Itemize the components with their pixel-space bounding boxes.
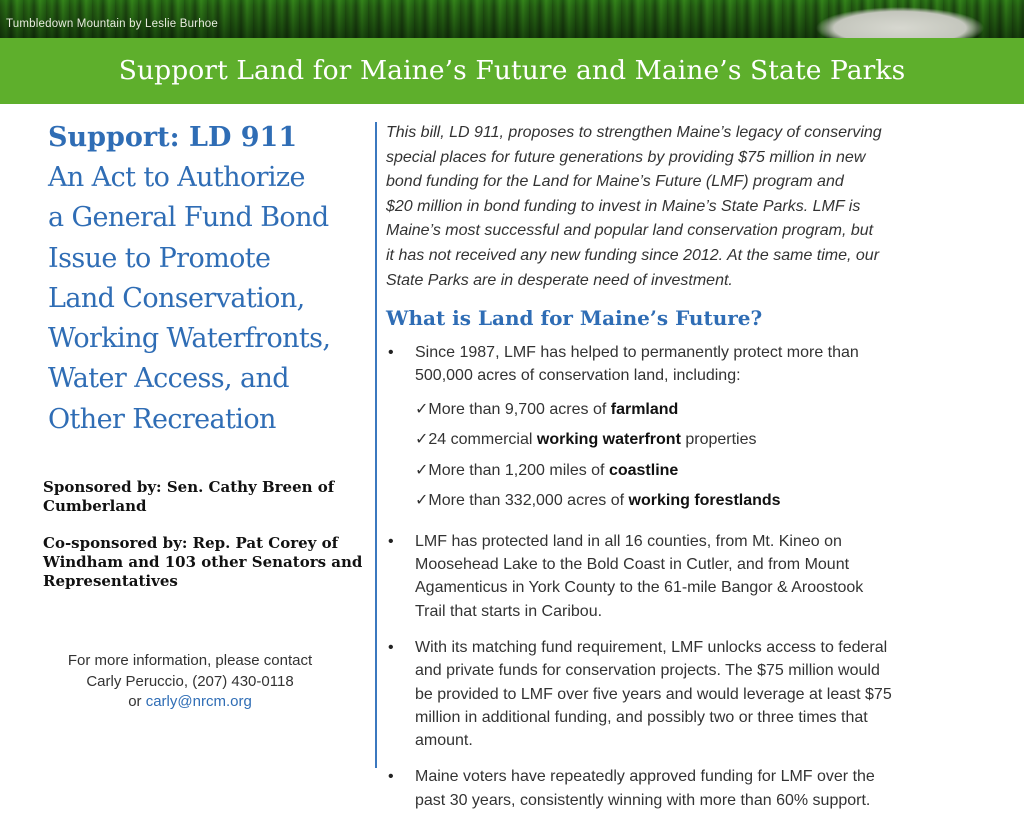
intro-line: State Parks are in desperate need of investment. [386,271,733,289]
check-text: More than 332,000 acres of [428,492,629,510]
contact-info [40,651,340,713]
act-title-line: Working Waterfronts, [48,323,331,355]
check-item [415,486,992,517]
contact-line: Carly Peruccio, (207) 430-0118 [86,672,294,690]
check-text: properties [680,431,757,449]
section-heading: What is Land for Maine’s Future? [386,306,763,331]
bullet-line: million in additional funding, and possibly two or three times that [415,708,868,726]
bullet-line: past 30 years, consistently winning with more than 60% support. [415,791,871,809]
bullet-line: • LMF has protected land in all 16 counties, from Mt. Kineo on [415,532,842,550]
act-title [48,158,370,440]
act-title-line: An Act to Authorize [48,162,305,193]
act-title-line: Land Conservation, [48,282,305,314]
page-title: Support Land for Maine’s Future and Maine’s State Parks [118,54,906,86]
check-item [415,425,992,456]
intro-line: Maine’s most successful and popular land conservation program, but [386,222,874,240]
act-title-line: Other Recreation [48,403,276,435]
bullet-line: Moosehead Lake to the Bold Coast in Cutler, and from Mount [415,556,850,574]
intro-line: bond funding for the Land for Maine’s Future (LMF) program and [386,173,844,191]
sponsored-by-text: Sen. Cathy Breen of Cumberland [43,478,335,515]
contact-line: For more information, please contact [67,652,313,669]
check-item [415,456,992,487]
act-title-line: Issue to Promote [48,242,271,274]
check-text: More than 1,200 miles of [428,461,609,479]
support-heading: Support: LD 911 [48,122,298,153]
cosponsored-by-text: Rep. Pat Corey of Windham and 103 other Senators and Representatives [43,534,363,590]
title-banner [0,38,1024,104]
bullet-line: • With its matching fund requirement, LMF unlocks access to federal [415,638,888,656]
cosponsored-by [43,534,373,591]
header-photo [0,0,1024,38]
list-item [386,765,992,812]
list-item [386,636,992,752]
bullet-line: 500,000 acres of conservation land, including: [415,367,741,385]
sponsored-by-label: Sponsored by: [43,478,162,496]
bullet-line: be provided to LMF over five years and would leverage at least $75 [415,685,892,703]
act-title-line: Water Access, and [48,363,289,395]
contact-line [40,692,340,713]
intro-line: $20 million in bond funding to invest in Maine’s State Parks. LMF is [386,197,861,215]
bullet-line: • Maine voters have repeatedly approved funding for LMF over the [415,768,875,786]
cosponsored-by-label: Co-sponsored by: [43,534,188,552]
left-column [48,118,370,440]
intro-line: This bill, LD 911, proposes to strengthen Maine’s legacy of conserving [386,124,882,141]
check-bold-text: working forestlands [628,492,781,510]
bullet-line: • Since 1987, LMF has helped to permanently protect more than [415,344,859,362]
checklist [415,395,992,517]
contact-or: or [128,693,146,710]
check-bold-text: farmland [610,400,679,418]
bullet-line: amount. [415,732,473,750]
intro-line: it has not received any new funding since 2012. At the same time, our [386,246,880,264]
checkmark-icon: ✓ [415,461,429,479]
intro-paragraph [386,121,992,293]
checkmark-icon: ✓ [415,400,429,418]
bullet-line: and private funds for conservation projects. The $75 million would [415,662,880,680]
contact-email-link[interactable]: carly@nrcm.org [145,693,252,710]
check-text: 24 commercial [428,431,537,449]
photo-credit: Tumbledown Mountain by Leslie Burhoe [6,18,218,30]
bullet-line: Trail that starts in Caribou. [415,602,603,620]
right-column [386,121,992,825]
list-item [386,341,992,517]
sponsored-by [43,478,373,516]
bullet-line: Agamenticus in York County to the 61-mile Bangor & Aroostook [415,579,864,597]
check-item [415,395,992,426]
check-text: More than 9,700 acres of [428,400,611,418]
sponsors-block [43,478,373,609]
column-divider [375,122,377,768]
check-bold-text: coastline [608,461,679,479]
bullet-list [386,341,992,812]
checkmark-icon: ✓ [415,492,429,510]
check-bold-text: working waterfront [536,431,681,449]
list-item [386,530,992,623]
checkmark-icon: ✓ [415,431,429,449]
intro-line: special places for future generations by providing $75 million in new [386,148,866,166]
act-title-line: a General Fund Bond [48,202,329,234]
